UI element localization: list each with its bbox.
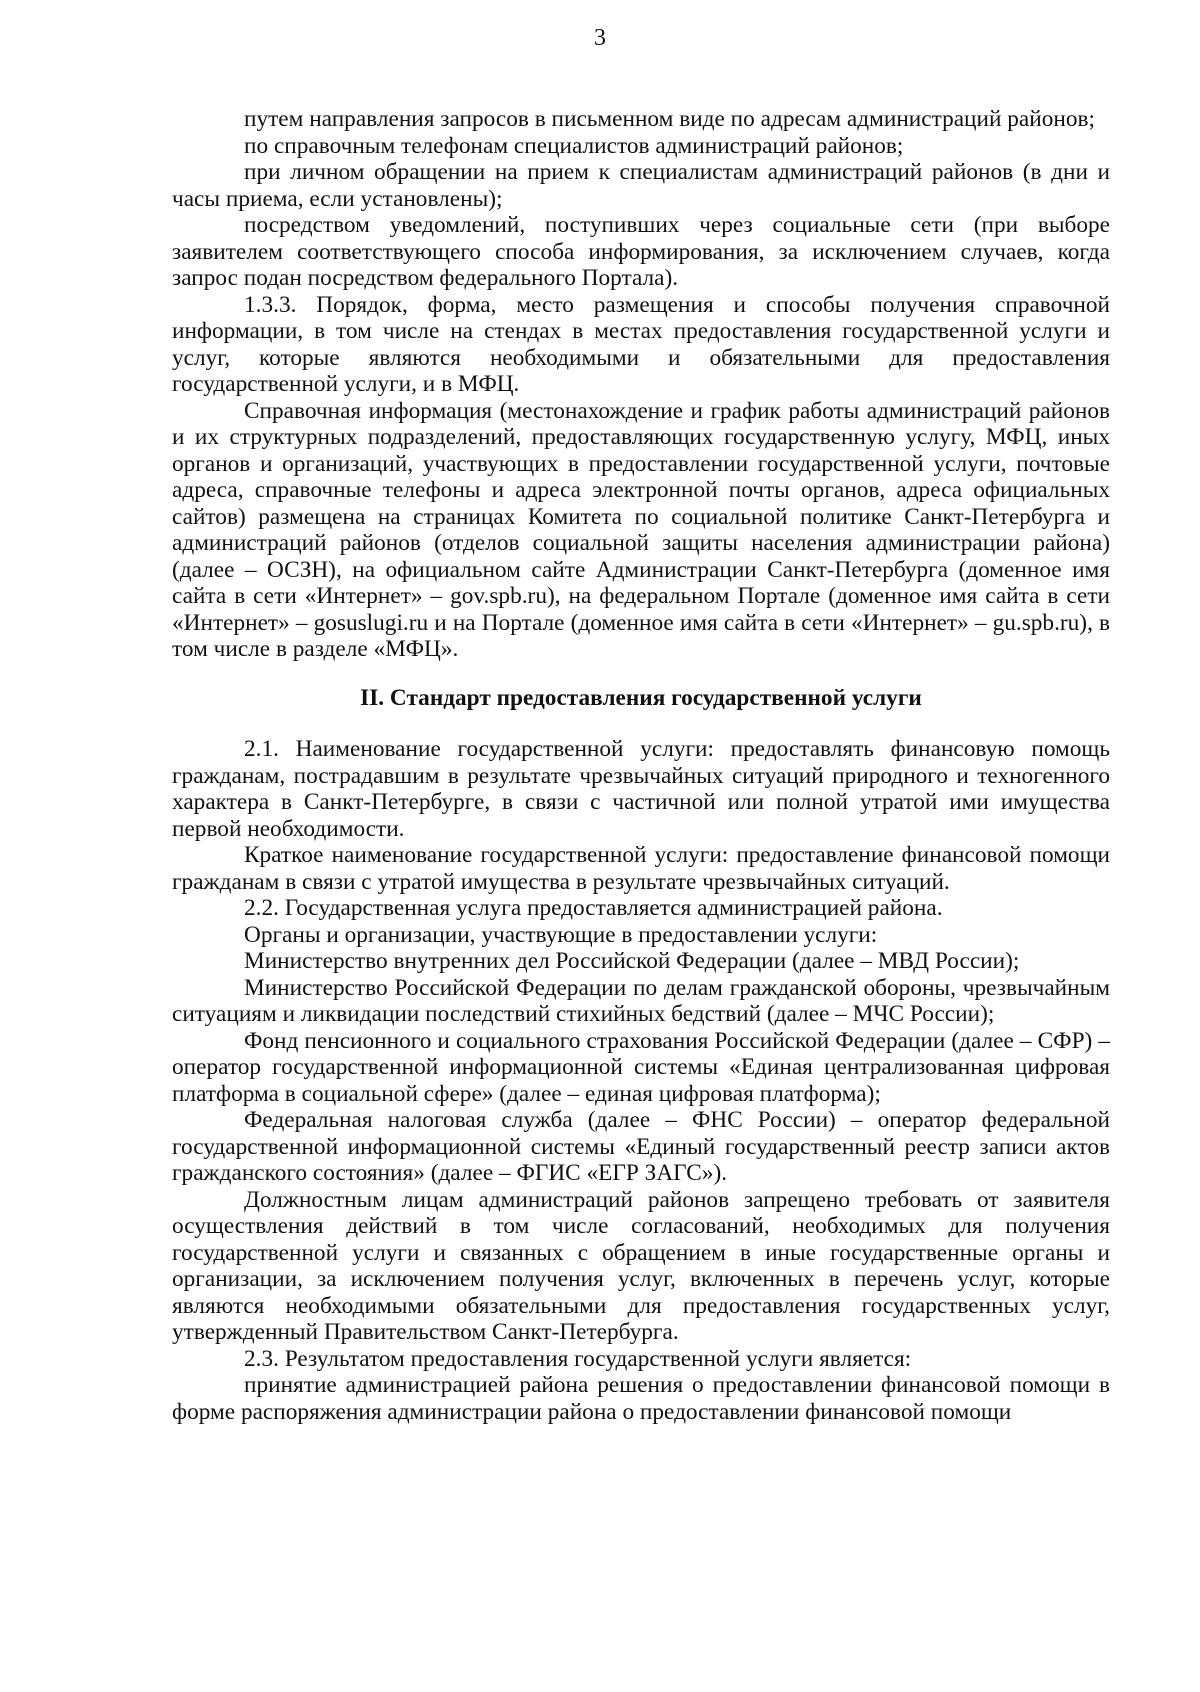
paragraph: посредством уведомлений, поступивших через социальные сети (при выборе заявителем соответствующего способа информирования, за исключением случаев, когда запрос подан посредством федерального Портала). xyxy=(172,212,1110,291)
paragraph: по справочным телефонам специалистов администраций районов; xyxy=(244,132,904,159)
paragraph: Министерство внутренних дел Российской Федерации (далее – МВД России); xyxy=(244,948,1020,974)
paragraph: Краткое наименование государственной услуги: предоставление финансовой помощи гражданам в связи с утратой имущества в результате чрезвычайных ситуаций. xyxy=(172,842,1110,895)
document-body xyxy=(172,106,1110,1425)
paragraph: Фонд пенсионного и социального страхования Российской Федерации (далее – СФР) – оператор государственной информационной системы «Единая централизованная цифровая платформа в социальной сфере» (далее – единая цифровая платформа); xyxy=(172,1027,1110,1107)
paragraph: Федеральная налоговая служба (далее – ФНС России) – оператор федеральной государственной информационной системы «Единый государственный реестр записи актов гражданского состояния» (далее – ФГИС «ЕГР ЗАГС»). xyxy=(172,1107,1110,1186)
paragraph: Должностным лицам администраций районов запрещено требовать от заявителя осуществления действий в том числе согласований, необходимых для получения государственной услуги и связанных с обращением в иные государственные органы и организации, за исключением получения услуг, включенных в перечень услуг, которые являются необходимыми обязательными для предоставления государственных услуг, утвержденный Правительством Санкт-Петербурга. xyxy=(172,1186,1110,1345)
section-heading: II. Стандарт предоставления государственной услуги xyxy=(360,684,922,711)
paragraph: Министерство Российской Федерации по делам гражданской обороны, чрезвычайным ситуациям и ликвидации последствий стихийных бедствий (далее – МЧС России); xyxy=(172,974,1110,1027)
paragraph: Справочная информация (местонахождение и график работы администраций районов и их структурных подразделений, предоставляющих государственную услугу, МФЦ, иных органов и организаций, участвующих в предоставлении государственной услуги, почтовые адреса, справочные телефоны и адреса электронной почты органов, адреса официальных сайтов) размещена на страницах Комитета по социальной политике Санкт-Петербурга и администраций районов (отделов социальной защиты населения администрации района) (далее – ОСЗН), на официальном сайте Администрации Санкт-Петербурга (доменное имя сайта в сети «Интернет» – gov.spb.ru), на федеральном Портале (доменное имя сайта в сети «Интернет» – gosuslugi.ru и на Портале (доменное имя сайта в сети «Интернет» – gu.spb.ru), в том числе в разделе «МФЦ». xyxy=(172,397,1110,662)
page-number: 3 xyxy=(594,25,606,51)
paragraph: путем направления запросов в письменном виде по адресам администраций районов; xyxy=(244,106,1095,132)
paragraph: 2.2. Государственная услуга предоставляется администрацией района. xyxy=(244,895,943,921)
paragraph: Органы и организации, участвующие в предоставлении услуги: xyxy=(244,921,878,948)
paragraph: 1.3.3. Порядок, форма, место размещения и способы получения справочной информации, в том числе на стендах в местах предоставления государственной услуги и услуг, которые являются необходимыми и обязательными для предоставления государственной услуги, и в МФЦ. xyxy=(172,291,1110,397)
paragraph: при личном обращении на прием к специалистам администраций районов (в дни и часы приема, если установлены); xyxy=(172,159,1110,212)
paragraph: принятие администрацией района решения о предоставлении финансовой помощи в форме распоряжения администрации района о предоставлении финансовой помощи xyxy=(172,1372,1110,1425)
paragraph: 2.1. Наименование государственной услуги: предоставлять финансовую помощь гражданам, пострадавшим в результате чрезвычайных ситуаций природного и техногенного характера в Санкт-Петербурге, в связи с частичной или полной утратой ими имущества первой необходимости. xyxy=(172,736,1110,842)
paragraph: 2.3. Результатом предоставления государственной услуги является: xyxy=(244,1345,912,1372)
